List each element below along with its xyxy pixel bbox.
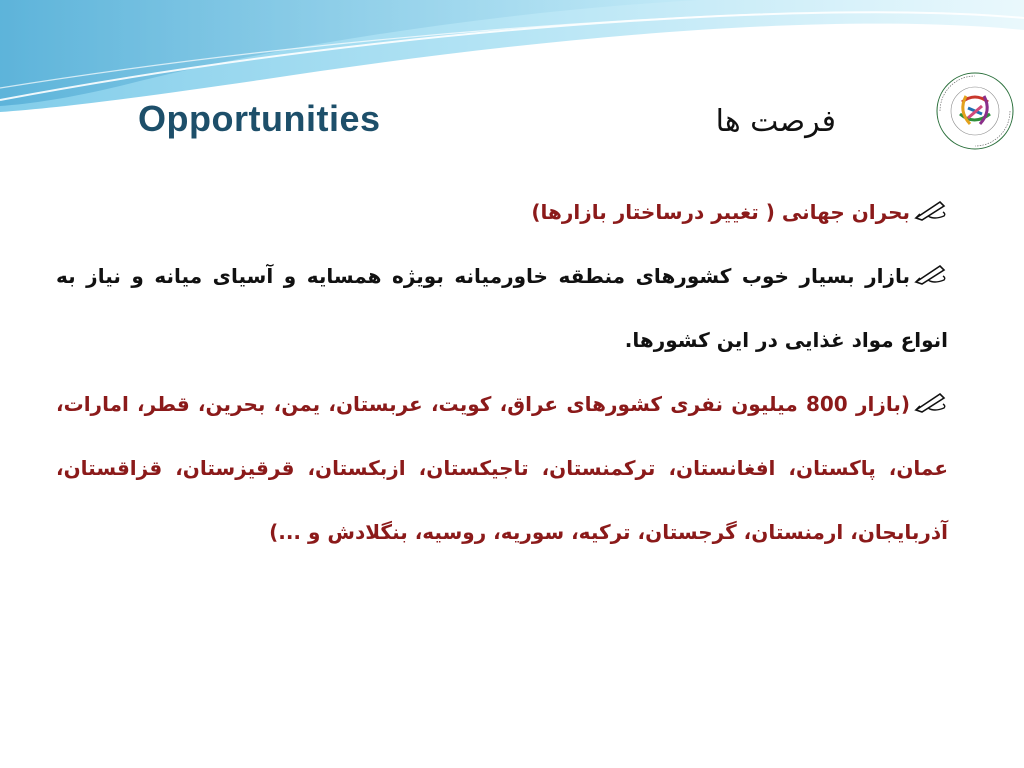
bullet-text: بحران جهانی ( تغییر درساختار بازارها) — [531, 200, 910, 224]
writing-hand-icon — [914, 262, 948, 286]
bullet-item — [56, 244, 948, 372]
writing-hand-icon — [914, 390, 948, 414]
bullet-list — [56, 180, 948, 564]
bullet-text: (بازار 800 میلیون نفری کشورهای عراق، کویت، عربستان، یمن، بحرین، قطر، امارات، عمان، پاکستان، افغانستان، ترکمنستان، تاجیکستان، ازبکستان، قرقیزستان، قزاقستان، آذربایجان، ارمنستان، گرجستان، ترکیه، سوریه، روسیه، بنگلادش و ...) — [56, 392, 948, 544]
bullet-text: بازار بسیار خوب کشورهای منطقه خاورمیانه بویژه همسایه و آسیای میانه و نیاز به انواع مواد غذایی در این کشورها. — [56, 264, 948, 352]
slide-title-english: Opportunities — [138, 98, 381, 139]
bullet-item — [56, 372, 948, 564]
bullet-item — [56, 180, 948, 244]
writing-hand-icon — [914, 198, 948, 222]
trade-promotion-org-logo — [932, 68, 1018, 154]
slide-title-persian: فرصت ها — [715, 104, 836, 139]
